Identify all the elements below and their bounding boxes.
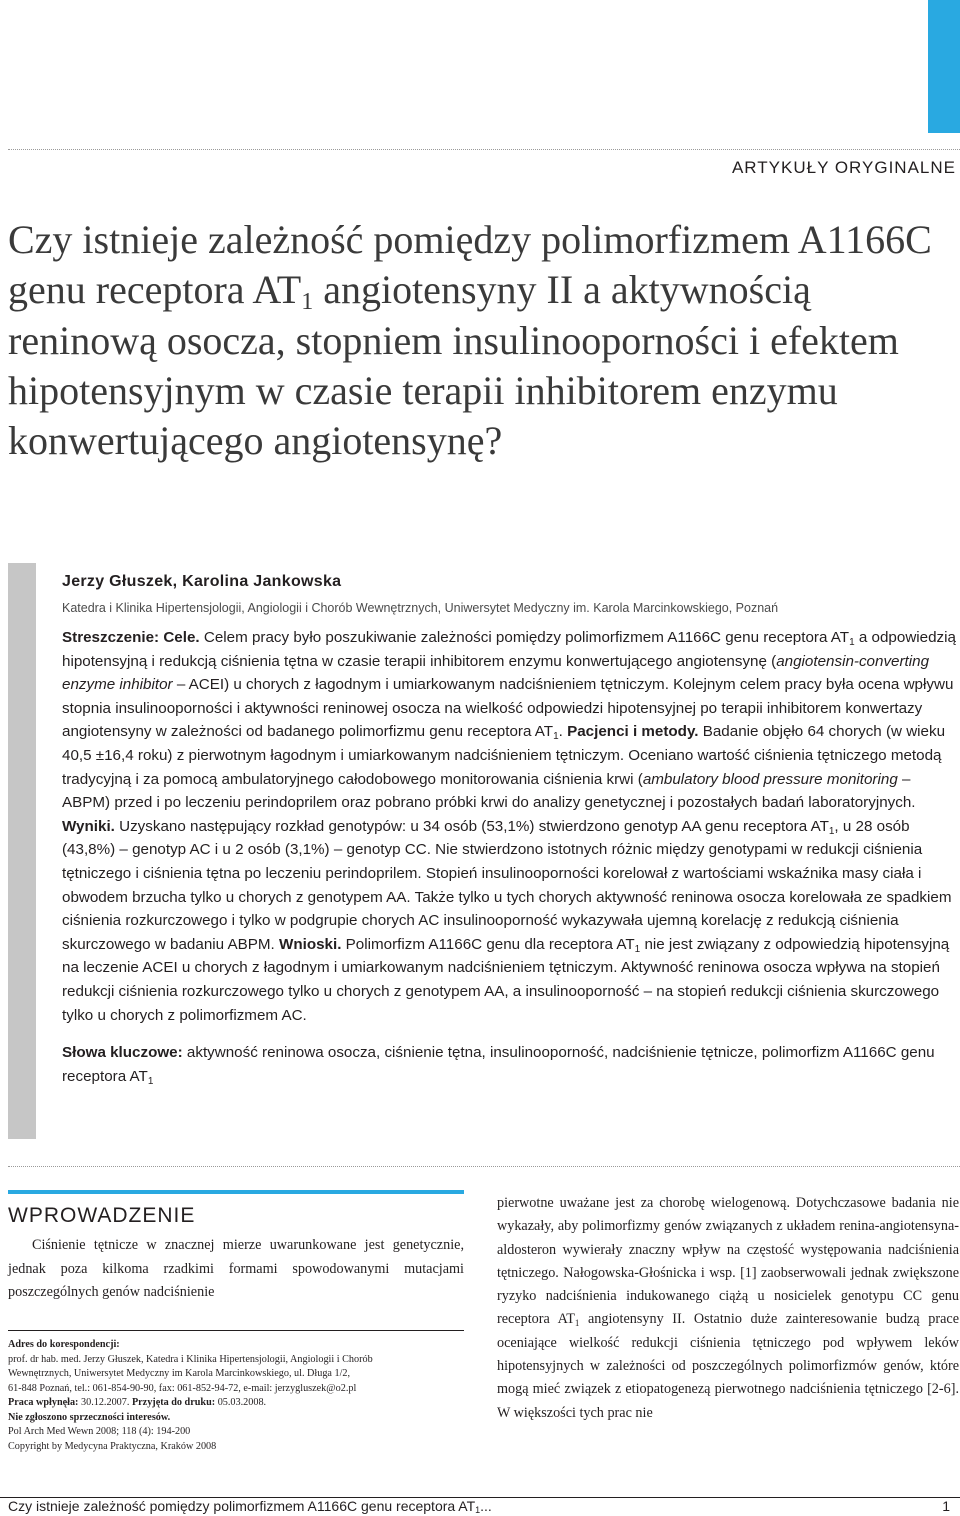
abstract-paragraph bbox=[62, 626, 956, 1027]
abstract-italic: ambulatory blood pressure monitoring bbox=[642, 770, 898, 788]
correspondence-label: Adres do korespondencji: bbox=[8, 1339, 120, 1350]
body-text: pierwotne uważane jest za chorobę wielogenową. Dotychczasowe badania nie wykazały, aby polimorfizmy genów związanych z układem renina-angiotensyna-aldosteron wywierały znaczny wpływ na częstość występowania nadciśnienia tętniczego. Nałogowska-Głośnicka i wsp. [1] zaobserwowali jednak zwiększone ryzyko nadciśnienia indukowanego ciążą u nosicielek genotypu CC genu receptora AT bbox=[497, 1195, 959, 1328]
abstract-italic: angiotensin-converting enzyme inhibitor bbox=[62, 652, 930, 694]
correspondence-line: Wewnętrznych, Uniwersytet Medyczny im Karola Marcinkowskiego, ul. Długa 1/2, bbox=[8, 1368, 351, 1379]
subscript: 1 bbox=[475, 1505, 481, 1515]
abstract-text: nie jest związany z odpowiedzią hipotensyjną na leczenie ACEI u chorych z łagodnym i umiarkowanym nadciśnieniem tętniczym. Aktywność reninowa osocza wpływa na stopień redukcji ciśnienia rozkurczowego tylko u chorych z genotypem AA, a insulinooporność – na stopień redukcji ciśnienia skurczowego tylko u chorych z polimorfizmem AC. bbox=[62, 935, 950, 1024]
abstract-text: a odpowiedzią hipotensyjną i redukcją ciśnienia tętna w czasie terapii inhibitorem enzymu konwertującego angiotensynę ( bbox=[62, 629, 956, 670]
right-column-text bbox=[497, 1192, 959, 1425]
abstract-side-bar bbox=[8, 563, 36, 1139]
conclusions-label: Wnioski. bbox=[278, 935, 342, 953]
title-part-1: Czy istnieje zależność pomiędzy polimorfizmem A1166C genu receptora AT bbox=[8, 217, 932, 313]
intro-text: Ciśnienie tętnicze w znacznej mierze uwarunkowane jest genetycznie, jednak poza kilkoma rzadkimi formami spowodowanymi mutacjami poszczególnych genów nadciśnienie bbox=[8, 1237, 464, 1300]
abstract-text: Celem pracy było poszukiwanie zależności pomiędzy polimorfizmem A1166C genu receptora AT bbox=[203, 629, 850, 646]
correspondence-block bbox=[8, 1338, 468, 1454]
correspondence-line: prof. dr hab. med. Jerzy Głuszek, Katedra i Klinika Hipertensjologii, Angiologii i Chorób bbox=[8, 1353, 373, 1365]
aims-label: Cele. bbox=[163, 629, 200, 646]
methods-label: Pacjenci i metody. bbox=[567, 723, 699, 741]
abstract-text: Uzyskano następujący rozkład genotypów: u 34 osób (53,1%) stwierdzono genotyp AA genu receptora AT bbox=[114, 817, 829, 835]
abstract-text: Badanie objęło 64 chorych (w wieku 40,5 ±16,4 roku) z pierwotnym łagodnym i umiarkowanym nadciśnieniem tętniczym. Oceniano wartość ciśnienia tętniczego metodą tradycyjną i za pomocą ambulatoryjnego całodobowego monitorowania ciśnienia krwi ( bbox=[62, 723, 946, 788]
received-date: 30.12.2007. bbox=[78, 1397, 130, 1408]
subscript: 1 bbox=[574, 1318, 580, 1329]
article-title bbox=[8, 215, 948, 466]
abstract-text: . bbox=[558, 723, 563, 741]
subscript: 1 bbox=[634, 943, 641, 955]
page-number: 1 bbox=[942, 1498, 950, 1514]
abstract-text: – ACEI) u chorych z łagodnym i umiarkowanym nadciśnieniem tętniczym. Kolejnym celem pracy była ocena wpływu stopnia insulinooporności i aktywności reninowej osocza na wielkość odpowiedzi hipotensyjnej po terapii inhibitorem konwertazy angiotensyny w zależności od badanego polimorfizmu genu receptora AT bbox=[62, 676, 954, 741]
keywords-label: Słowa kluczowe: bbox=[62, 1044, 183, 1062]
correspondence-divider bbox=[8, 1330, 464, 1331]
results-label: Wyniki. bbox=[62, 817, 115, 835]
subscript: 1 bbox=[147, 1075, 154, 1087]
abstract-heading: Streszczenie: bbox=[62, 629, 160, 646]
section-label: ARTYKUŁY ORYGINALNE bbox=[731, 158, 956, 177]
section-divider bbox=[8, 1166, 960, 1167]
affiliation: Katedra i Klinika Hipertensjologii, Angiologii i Chorób Wewnętrznych, Uniwersytet Medyczny im. Karola Marcinkowskiego, Poznań bbox=[62, 601, 779, 615]
accent-tab bbox=[928, 0, 960, 133]
keywords bbox=[62, 1041, 956, 1088]
running-title-end: ... bbox=[480, 1498, 492, 1514]
subscript: 1 bbox=[553, 731, 559, 743]
running-title-text: Czy istnieje zależność pomiędzy polimorfizmem A1166C genu receptora AT bbox=[8, 1498, 476, 1514]
citation: Pol Arch Med Wewn 2008; 118 (4): 194-200 bbox=[8, 1426, 191, 1437]
running-title bbox=[8, 1498, 492, 1514]
abstract-text: Polimorfizm A1166C genu dla receptora AT bbox=[341, 935, 635, 953]
abstract-text: – ABPM) przed i po leczeniu perindoprilem oraz pobrano próbki krwi do analizy genetycznej i pozostałych badań laboratoryjnych. bbox=[62, 770, 916, 812]
authors: Jerzy Głuszek, Karolina Jankowska bbox=[62, 573, 342, 590]
accepted-label: Przyjęta do druku: bbox=[131, 1397, 216, 1408]
copyright: Copyright by Medycyna Praktyczna, Kraków 2008 bbox=[8, 1440, 217, 1452]
title-part-2: angiotensyny II a aktywnością reninową osocza, stopniem insulinooporności i efektem hipotensyjnym w czasie terapii inhibitorem enzymu konwertującego angiotensynę? bbox=[8, 267, 899, 464]
received-label: Praca wpłynęła: bbox=[8, 1397, 79, 1408]
abstract bbox=[62, 626, 956, 1088]
subscript: 1 bbox=[849, 637, 855, 648]
intro-heading: WPROWADZENIE bbox=[8, 1204, 196, 1227]
abstract-text: , u 28 osób (43,8%) – genotyp AC i u 2 osób (3,1%) – genotyp CC. Nie stwierdzono istotnych różnic między genotypami w redukcji ciśnienia tętniczego i ciśnienia tętna po leczeniu perindoprilem. Stopień insulinooporności korelował z wartościami wskaźnika masy ciała i obwodem brzucha tylko u chorych z genotypem AA. Także tylko u tych chorych aktywność reninowa osocza korelowała ze spadkiem ciśnienia rozkurczowego i tylko w podgrupie chorych AC insulinooporność wykazywała ujemną korelację z redukcją ciśnienia skurczowego w badaniu ABPM. bbox=[62, 817, 952, 953]
correspondence-line: 61-848 Poznań, tel.: 061-854-90-90, fax: 061-852-94-72, e-mail: jerzygluszek@o2.pl bbox=[8, 1382, 357, 1394]
keywords-text: aktywność reninowa osocza, ciśnienie tętna, insulinooporność, nadciśnienie tętnicze, polimorfizm A1166C genu receptora AT bbox=[62, 1044, 935, 1085]
title-subscript: 1 bbox=[301, 289, 314, 316]
subscript: 1 bbox=[828, 825, 835, 837]
header-divider bbox=[8, 149, 960, 150]
conflict-statement: Nie zgłoszono sprzeczności interesów. bbox=[8, 1411, 171, 1423]
body-text: angiotensyny II. Ostatnio duże zainteresowanie budzą prace oceniające wielkość redukcji ciśnienia tętniczego pod wpływem leków hipotensyjnych w zależności od poszczególnych polimorfizmów genów, które mogą mieć związek z etiopatogenezą pierwotnego nadciśnienia tętniczego [2-6]. W większości tych prac nie bbox=[497, 1311, 959, 1421]
intro-accent-rule bbox=[8, 1190, 464, 1194]
accepted-date: 05.03.2008. bbox=[215, 1397, 267, 1408]
